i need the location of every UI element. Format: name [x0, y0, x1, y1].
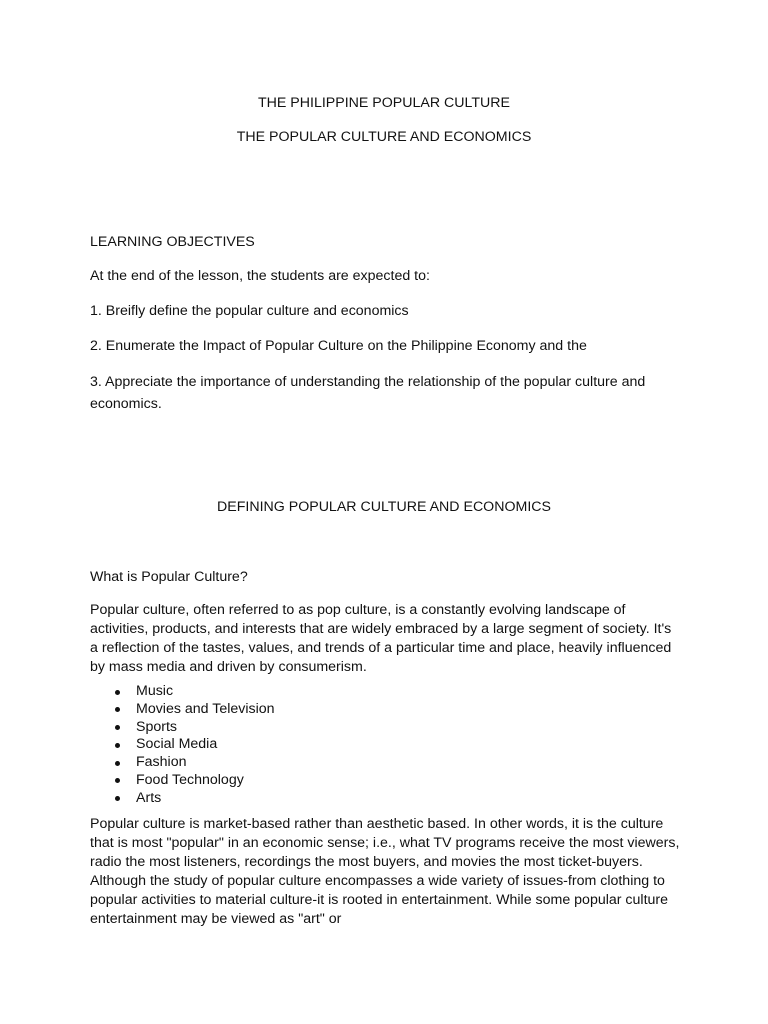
question-heading: What is Popular Culture? — [90, 569, 248, 585]
list-item: Fashion — [90, 754, 650, 772]
list-item: Movies and Television — [90, 701, 650, 719]
bullet-icon — [115, 796, 120, 801]
section-heading: DEFINING POPULAR CULTURE AND ECONOMICS — [217, 499, 551, 515]
objectives-heading: LEARNING OBJECTIVES — [90, 234, 255, 250]
paragraph-pop-culture-definition: Popular culture, often referred to as pop culture, is a constantly evolving landscape of activities, products, and interests that are widely embraced by a large segment of society. It's a reflection of the tastes, values, and trends of a particular time and place, heavily influenced by mass media and driven by consumerism. — [90, 602, 672, 675]
bullet-icon — [115, 761, 120, 766]
list-item: Food Technology — [90, 772, 650, 790]
objectives-intro: At the end of the lesson, the students are expected to: — [90, 268, 430, 284]
paragraph-market-based: Popular culture is market-based rather than aesthetic based. In other words, it is the culture that is most "popular" in an economic sense; i.e., what TV programs receive the most viewers, radio the most listeners, recordings the most buyers, and movies the most ticket-buyers. Although the study of popular culture encompasses a wide variety of issues-from clothing to popular activities to material culture-it is rooted in entertainment. While some popular culture entertainment may be viewed as "art" or — [90, 816, 680, 927]
objective-item: 2. Enumerate the Impact of Popular Culture on the Philippine Economy and the — [90, 338, 587, 354]
document-title: THE PHILIPPINE POPULAR CULTURE — [257, 95, 510, 111]
list-item: Social Media — [90, 736, 650, 754]
bullet-icon — [115, 778, 120, 783]
objective-item: 1. Breifly define the popular culture and economics — [90, 303, 409, 319]
document-subtitle: THE POPULAR CULTURE AND ECONOMICS — [236, 129, 532, 145]
bullet-icon — [115, 690, 120, 695]
bullet-icon — [115, 743, 120, 748]
list-item: Sports — [90, 719, 650, 737]
list-item: Arts — [90, 790, 650, 808]
objective-item: 3. Appreciate the importance of understanding the relationship of the popular culture and economics. — [90, 374, 646, 412]
pop-culture-list — [90, 683, 650, 808]
bullet-icon — [115, 707, 120, 712]
bullet-icon — [115, 725, 120, 730]
list-item: Music — [90, 683, 650, 701]
